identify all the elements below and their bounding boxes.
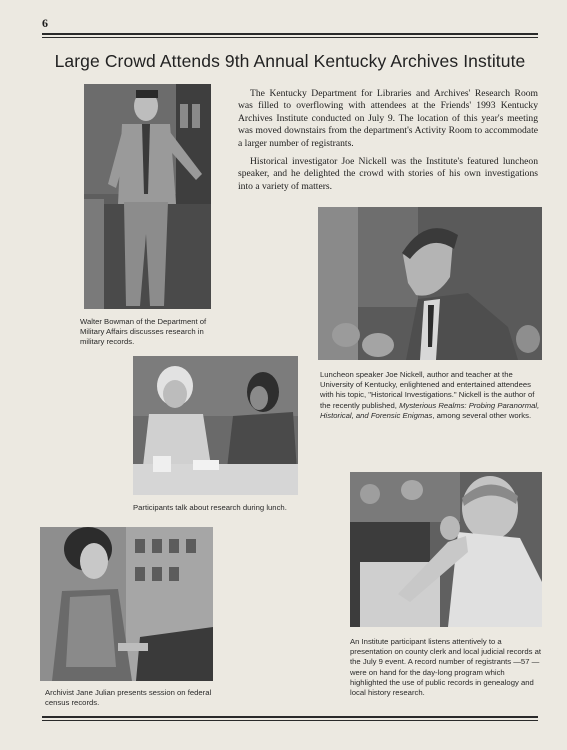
caption-participants-lunch: Participants talk about research during lunch. [133,503,287,512]
top-rule [42,33,538,35]
page-number: 6 [42,16,48,30]
caption-jane-julian: Archivist Jane Julian presents session on federal census records. [45,688,212,708]
caption-institute-participant: An Institute participant listens attentively to a presentation on county clerk and local judicial records at the July 9 event. A record number of registrants —57 — were on hand for the day-long program which highlighted the use of public records in genealogy and local history research. [350,637,542,698]
bottom-rule-thin [42,720,538,721]
caption-walter-bowman: Walter Bowman of the Department of Military Affairs discusses research in military records. [80,317,207,347]
bottom-rule [42,716,538,718]
photo-walter-bowman [84,84,211,309]
photo-joe-nickell [318,207,542,360]
caption-joe-nickell [320,370,542,421]
caption-joe-nickell-lead: Luncheon speaker Joe Nickell, author and teacher at the University of Kentucky, enlightened and entertained attendees with his topic, "Historical Investigations." Nickell is the author of the recently published, [320,370,535,410]
caption-joe-nickell-book-title: Mysterious Realms: Probing Paranormal, Historical, and Forensic Enigmas [320,400,540,420]
headline: Large Crowd Attends 9th Annual Kentucky Archives Institute [54,51,526,71]
caption-joe-nickell-tail: , among several other works. [432,410,532,420]
article-paragraph-2: Historical investigator Joe Nickell was the Institute's featured luncheon speaker, and he delighted the crowd with stories of his own investigations into a variety of matters. [238,156,538,192]
photo-jane-julian [40,527,213,681]
photo-participants-lunch [133,356,298,495]
top-rule-thin [42,37,538,38]
article-paragraph-1: The Kentucky Department for Libraries and Archives' Research Room was filled to overflowing with attendees at the Friends' 1993 Kentucky Archives Institute conducted on July 9. The location of this year's meeting was moved downstairs from the department's Activity Room to accommodate a larger number of registrants. [238,88,538,149]
photo-institute-participant [350,472,542,627]
